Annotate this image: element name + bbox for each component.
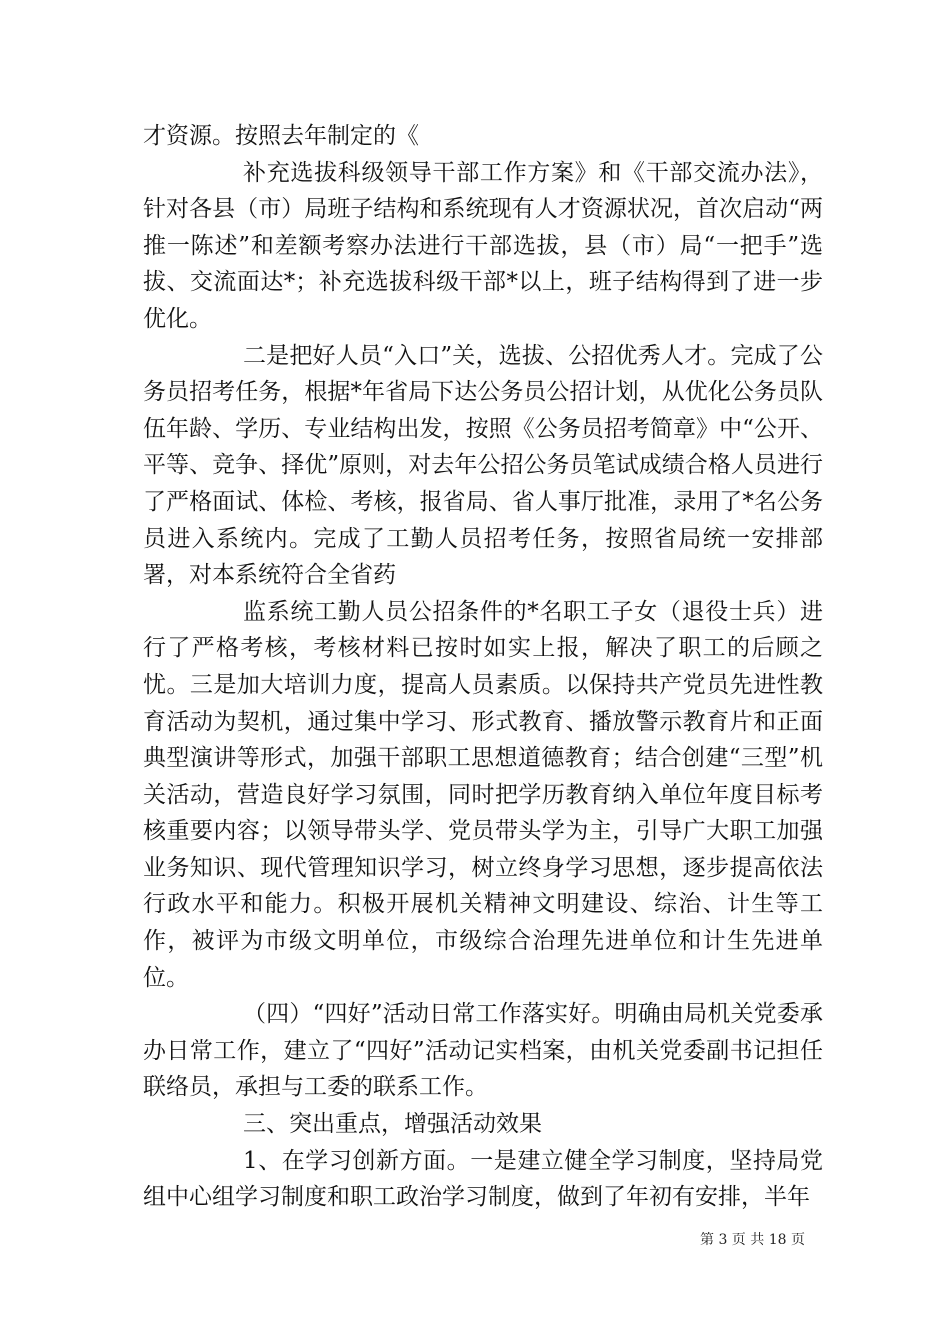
paragraph-3: 二是把好人员“入口”关，选拔、公招优秀人才。完成了公务员招考任务，根据*年省局下达公务员公招计划，从优化公务员队伍年龄、学历、专业结构出发，按照《公务员招考简章》中“公开、平等、竞争、择优”原则，对去年公招公务员笔试成绩合格人员进行了严格面试、体检、考核，报省局、省人事厅批准，录用了*名公务员进入系统内。完成了工勤人员招考任务，按照省局统一安排部署，对本系统符合全省药 <box>143 342 823 589</box>
document-body <box>143 118 823 1216</box>
section-heading: 三、突出重点，增强活动效果 <box>243 1111 542 1138</box>
paragraph-2: 补充选拔科级领导干部工作方案》和《干部交流办法》，针对各县（市）局班子结构和系统现有人才资源状况，首次启动“两推一陈述”和差额考察办法进行干部选拔，县（市）局“一把手”选拔、交流面达*；补充选拔科级干部*以上，班子结构得到了进一步优化。 <box>143 159 823 332</box>
paragraph-1: 才资源。按照去年制定的《 <box>143 123 419 149</box>
paragraph-6: 1、在学习创新方面。一是建立健全学习制度，坚持局党组中心组学习制度和职工政治学习制度，做到了年初有安排，半年 <box>143 1147 823 1211</box>
page-number-footer: 第 3 页 共 18 页 <box>700 1232 805 1248</box>
paragraph-5: （四）“四好”活动日常工作落实好。明确由局机关党委承办日常工作，建立了“四好”活动记实档案，由机关党委副书记担任联络员，承担与工委的联系工作。 <box>143 1001 823 1101</box>
paragraph-4: 监系统工勤人员公招条件的*名职工子女（退役士兵）进行了严格考核，考核材料已按时如实上报，解决了职工的后顾之忧。三是加大培训力度，提高人员素质。以保持共产党员先进性教育活动为契机，通过集中学习、形式教育、播放警示教育片和正面典型演讲等形式，加强干部职工思想道德教育；结合创建“三型”机关活动，营造良好学习氛围，同时把学历教育纳入单位年度目标考核重要内容；以领导带头学、党员带头学为主，引导广大职工加强业务知识、现代管理知识学习，树立终身学习思想，逐步提高依法行政水平和能力。积极开展机关精神文明建设、综治、计生等工作，被评为市级文明单位，市级综合治理先进单位和计生先进单位。 <box>143 598 823 991</box>
